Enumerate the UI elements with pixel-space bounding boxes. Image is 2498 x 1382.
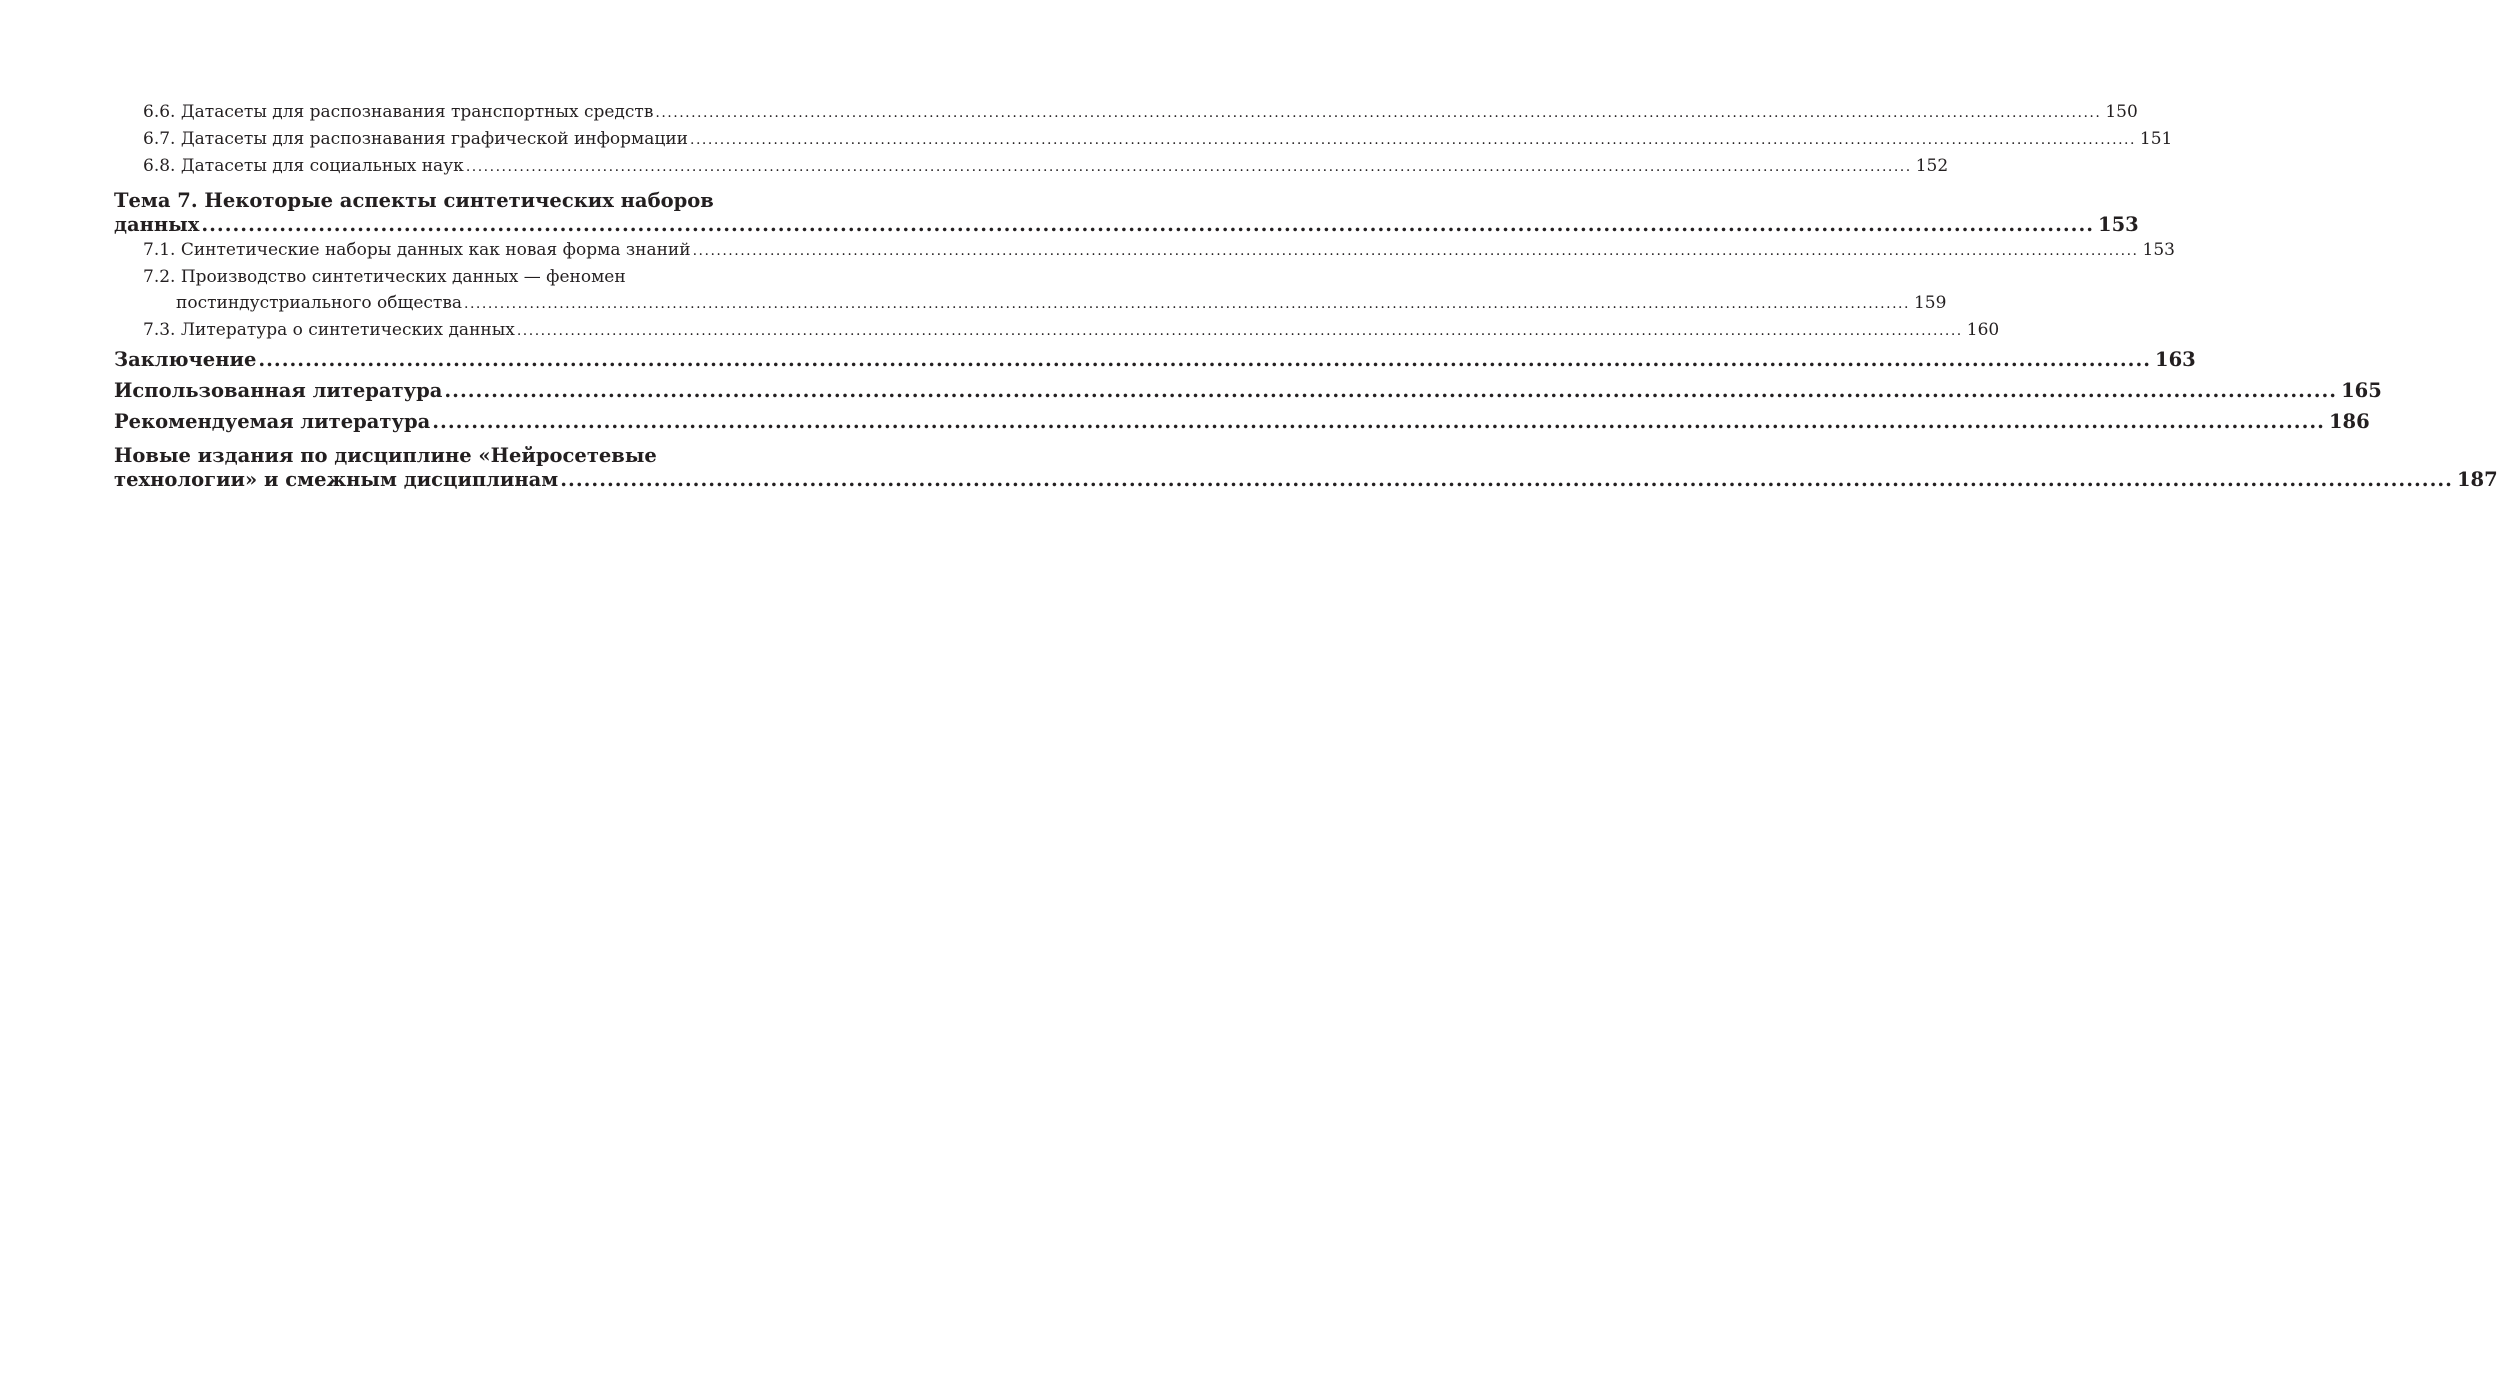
dot-leader: ................................................................................................................................................................................................................................................... — [432, 410, 2325, 433]
dot-leader: ................................................................................................................................................................................................................................................... — [258, 348, 2152, 371]
toc-entry-title: Использованная литература — [114, 379, 443, 402]
dot-leader: ................................................................................................................................................................................................................................................... — [692, 243, 2139, 259]
dot-leader: ................................................................................................................................................................................................................................................... — [464, 296, 1910, 312]
toc-page-number: 150 — [2105, 102, 2138, 122]
toc-page-number: 165 — [2341, 379, 2382, 402]
toc-entry-title: Рекомендуемая литература — [114, 410, 431, 433]
toc-entry-title-line1: Тема 7. Некоторые аспекты синтетических наборов — [114, 189, 714, 212]
toc-entry-7-3[interactable] — [114, 317, 2000, 344]
toc-entry-new-editions[interactable] — [114, 444, 2498, 492]
toc-entry-title: 6.6. Датасеты для распознавания транспортных средств — [143, 102, 654, 122]
toc-page-number: 153 — [2098, 213, 2139, 236]
toc-page-number: 151 — [2139, 129, 2173, 149]
toc-entry-used-literature[interactable] — [114, 375, 2382, 406]
toc-entry-conclusion[interactable] — [114, 344, 2196, 375]
toc-entry-7-1[interactable] — [114, 237, 2175, 264]
toc-entry-topic-7[interactable] — [114, 189, 2139, 237]
toc-page-number: 160 — [1966, 320, 2000, 340]
toc-entry-title-line2: данных — [114, 213, 200, 236]
toc-entry-title-line1: Новые издания по дисциплине «Нейросетевые — [114, 444, 657, 467]
dot-leader: ................................................................................................................................................................................................................................................... — [444, 379, 2338, 402]
toc-page-number: 163 — [2155, 348, 2196, 371]
dot-leader: ................................................................................................................................................................................................................................................... — [690, 132, 2136, 148]
toc-entry-title: 7.3. Литература о синтетических данных — [143, 320, 515, 340]
dot-leader: ................................................................................................................................................................................................................................................... — [655, 105, 2102, 121]
toc-entry-recommended-literature[interactable] — [114, 406, 2370, 437]
toc-entry-title-line1: 7.2. Производство синтетических данных — феномен — [143, 267, 626, 287]
toc-page-number: 152 — [1915, 156, 1949, 176]
toc-page-number: 186 — [2328, 410, 2370, 433]
toc-entry-6-6[interactable] — [114, 99, 2138, 126]
toc-entry-title-line2: технологии» и смежным дисциплинам — [114, 468, 559, 491]
toc-entry-title: 6.7. Датасеты для распознавания графической информации — [143, 129, 689, 149]
toc-entry-7-2[interactable] — [114, 264, 1947, 317]
toc-entry-title-line2: постиндустриального общества — [176, 293, 463, 313]
toc-page-number: 159 — [1913, 293, 1947, 313]
toc-page-number: 187 — [2456, 468, 2498, 491]
dot-leader: ................................................................................................................................................................................................................................................... — [201, 213, 2095, 236]
dot-leader: ................................................................................................................................................................................................................................................... — [516, 323, 1963, 339]
dot-leader: ................................................................................................................................................................................................................................................... — [560, 468, 2453, 491]
toc-entry-title: Заключение — [114, 348, 257, 371]
toc-entry-6-7[interactable] — [114, 126, 2173, 153]
dot-leader: ................................................................................................................................................................................................................................................... — [465, 159, 1912, 175]
toc-entry-title: 7.1. Синтетические наборы данных как новая форма знаний — [143, 240, 691, 260]
toc-page-number: 153 — [2142, 240, 2175, 260]
toc-entry-title: 6.8. Датасеты для социальных наук — [143, 156, 464, 176]
toc-entry-6-8[interactable] — [114, 153, 1949, 180]
table-of-contents — [114, 99, 2498, 492]
